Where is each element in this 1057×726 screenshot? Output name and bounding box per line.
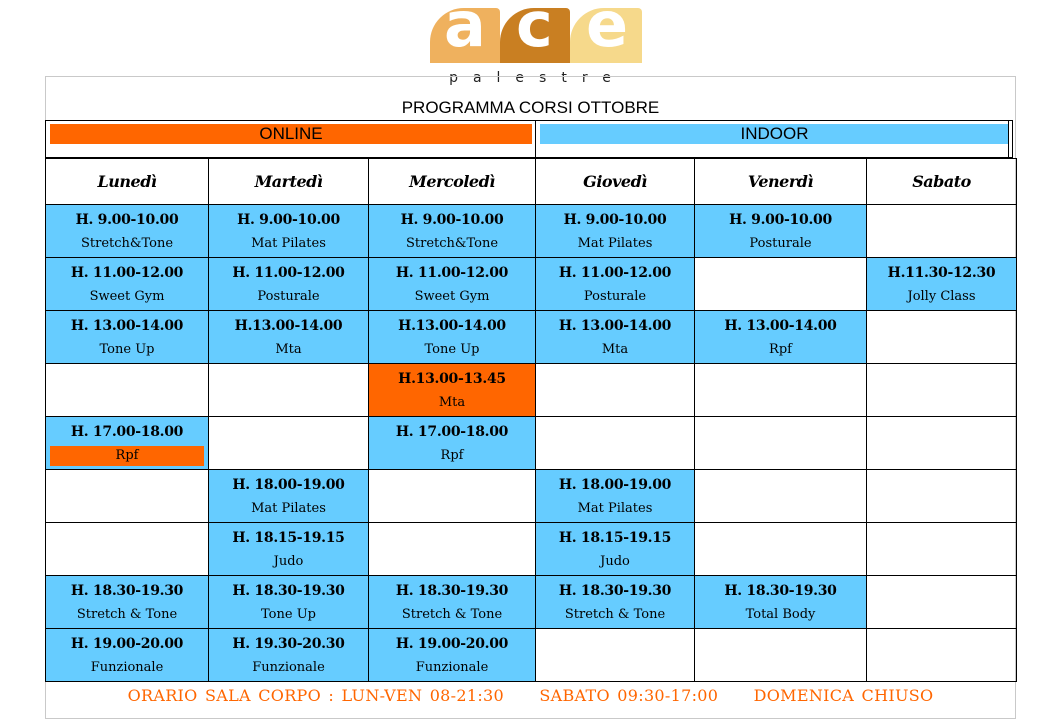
class-name: Mta (275, 342, 302, 357)
class-slot (46, 258, 209, 311)
empty-slot (695, 417, 867, 470)
class-name: Mat Pilates (251, 501, 326, 516)
category-end-divider (1008, 121, 1009, 157)
class-name: Mta (438, 395, 466, 410)
class-name: Rpf (769, 342, 792, 357)
day-header-mercoledi: Mercoledì (369, 159, 536, 205)
class-name: Total Body (745, 607, 816, 622)
class-time: H. 11.00-12.00 (395, 265, 509, 281)
class-name: Sweet Gym (414, 289, 490, 304)
category-row (45, 120, 1013, 158)
class-time: H. 11.00-12.00 (558, 265, 672, 281)
empty-slot (536, 629, 695, 682)
class-name: Tone Up (99, 342, 155, 357)
empty-slot (46, 470, 209, 523)
empty-slot (369, 470, 536, 523)
empty-slot (695, 470, 867, 523)
class-slot (46, 576, 209, 629)
class-time: H. 18.00-19.00 (558, 477, 672, 493)
hours-weekdays: ORARIO SALA CORPO : LUN-VEN 08-21:30 (127, 686, 504, 705)
class-slot (209, 205, 369, 258)
class-time: H. 18.15-19.15 (558, 530, 672, 546)
class-slot (209, 523, 369, 576)
class-name: Stretch&Tone (405, 236, 499, 251)
class-name: Mat Pilates (577, 236, 653, 251)
class-slot (695, 311, 867, 364)
class-name: Sweet Gym (89, 289, 165, 304)
class-time: H. 13.00-14.00 (558, 318, 672, 334)
empty-slot (867, 470, 1017, 523)
empty-slot (209, 417, 369, 470)
hours-sunday: DOMENICA CHIUSO (753, 686, 934, 705)
empty-slot (209, 364, 369, 417)
class-time: H. 11.00-12.00 (232, 265, 345, 281)
schedule-row (46, 470, 1017, 523)
empty-slot (46, 523, 209, 576)
day-header-venerdi: Venerdì (695, 159, 867, 205)
empty-slot (867, 417, 1017, 470)
schedule-row (46, 364, 1017, 417)
schedule-row (46, 576, 1017, 629)
empty-slot (867, 311, 1017, 364)
class-slot (46, 311, 209, 364)
category-online: ONLINE (50, 124, 532, 144)
schedule-row (46, 523, 1017, 576)
class-slot (695, 576, 867, 629)
schedule-row (46, 205, 1017, 258)
class-name: Stretch & Tone (401, 607, 503, 622)
empty-slot (867, 629, 1017, 682)
logo-letter-a: a (444, 0, 486, 61)
class-name: Rpf (440, 448, 464, 463)
class-slot (369, 364, 536, 417)
empty-slot (695, 629, 867, 682)
schedule-row (46, 417, 1017, 470)
class-time: H. 9.00-10.00 (75, 212, 179, 228)
class-slot (536, 311, 695, 364)
class-time: H.13.00-13.45 (398, 371, 506, 387)
class-slot (695, 205, 867, 258)
class-time: H. 18.30-19.30 (232, 583, 345, 599)
class-name: Mat Pilates (251, 236, 326, 251)
class-slot (46, 205, 209, 258)
hours-saturday: SABATO 09:30-17:00 (539, 686, 719, 705)
day-header-martedi: Martedì (209, 159, 369, 205)
class-slot (369, 576, 536, 629)
logo-letter-e: e (586, 0, 629, 61)
class-slot (209, 576, 369, 629)
empty-slot (536, 364, 695, 417)
class-name: Stretch&Tone (80, 236, 174, 251)
class-time: H. 9.00-10.00 (729, 212, 832, 228)
class-time: H. 13.00-14.00 (724, 318, 837, 334)
class-name: Tone Up (261, 607, 316, 622)
schedule-row (46, 311, 1017, 364)
class-slot (369, 629, 536, 682)
class-name: Posturale (257, 289, 320, 304)
class-slot (46, 629, 209, 682)
class-name: Rpf (50, 446, 204, 466)
class-time: H.11.30-12.30 (887, 265, 996, 281)
class-time: H. 18.30-19.30 (395, 583, 509, 599)
day-header-lunedi: Lunedì (46, 159, 209, 205)
class-slot (536, 205, 695, 258)
class-slot (209, 311, 369, 364)
class-time: H.13.00-14.00 (398, 318, 506, 334)
empty-slot (536, 417, 695, 470)
schedule-row (46, 629, 1017, 682)
class-name: Stretch & Tone (76, 607, 178, 622)
day-header-row (46, 159, 1017, 205)
class-name: Jolly Class (907, 289, 976, 304)
empty-slot (867, 523, 1017, 576)
gym-hours-footer (45, 686, 1016, 705)
class-name: Judo (600, 554, 630, 569)
class-slot (369, 205, 536, 258)
class-name: Funzionale (90, 660, 164, 675)
class-time: H. 18.30-19.30 (558, 583, 672, 599)
empty-slot (369, 523, 536, 576)
class-time: H. 17.00-18.00 (395, 424, 509, 440)
class-name: Tone Up (424, 342, 480, 357)
empty-slot (695, 523, 867, 576)
class-time: H. 19.30-20.30 (232, 636, 345, 652)
class-name: Mat Pilates (577, 501, 653, 516)
empty-slot (695, 258, 867, 311)
logo-subtitle: palestre (449, 70, 626, 86)
class-time: H. 9.00-10.00 (237, 212, 340, 228)
class-time: H. 18.15-19.15 (232, 530, 345, 546)
class-name: Funzionale (415, 660, 489, 675)
class-name: Mta (601, 342, 629, 357)
class-slot (369, 417, 536, 470)
class-time: H. 11.00-12.00 (70, 265, 184, 281)
class-name: Posturale (749, 236, 812, 251)
class-time: H. 9.00-10.00 (400, 212, 504, 228)
class-time: H. 9.00-10.00 (563, 212, 667, 228)
class-time: H. 17.00-18.00 (70, 424, 184, 440)
class-time: H.13.00-14.00 (234, 318, 343, 334)
day-header-giovedi: Giovedì (536, 159, 695, 205)
category-divider (535, 121, 536, 157)
category-indoor: INDOOR (540, 124, 1009, 144)
class-time: H. 18.30-19.30 (70, 583, 184, 599)
class-slot (46, 417, 209, 470)
class-name: Stretch & Tone (564, 607, 666, 622)
class-slot (209, 629, 369, 682)
class-name: Posturale (583, 289, 647, 304)
class-slot (369, 311, 536, 364)
schedule-table (45, 158, 1017, 682)
class-slot (536, 258, 695, 311)
schedule-body (46, 205, 1017, 682)
class-slot (536, 470, 695, 523)
schedule-row (46, 258, 1017, 311)
class-slot (536, 576, 695, 629)
class-slot (536, 523, 695, 576)
empty-slot (46, 364, 209, 417)
logo-letter-c: c (516, 0, 553, 61)
empty-slot (867, 576, 1017, 629)
empty-slot (867, 364, 1017, 417)
class-time: H. 13.00-14.00 (70, 318, 184, 334)
class-slot (209, 470, 369, 523)
class-slot (867, 258, 1017, 311)
class-name: Funzionale (252, 660, 325, 675)
class-time: H. 18.00-19.00 (232, 477, 345, 493)
empty-slot (867, 205, 1017, 258)
class-time: H. 18.30-19.30 (724, 583, 837, 599)
empty-slot (695, 364, 867, 417)
page-title: PROGRAMMA CORSI OTTOBRE (401, 98, 660, 117)
class-slot (209, 258, 369, 311)
class-time: H. 19.00-20.00 (395, 636, 509, 652)
day-header-sabato: Sabato (867, 159, 1017, 205)
class-name: Judo (273, 554, 304, 569)
class-time: H. 19.00-20.00 (70, 636, 184, 652)
class-slot (369, 258, 536, 311)
